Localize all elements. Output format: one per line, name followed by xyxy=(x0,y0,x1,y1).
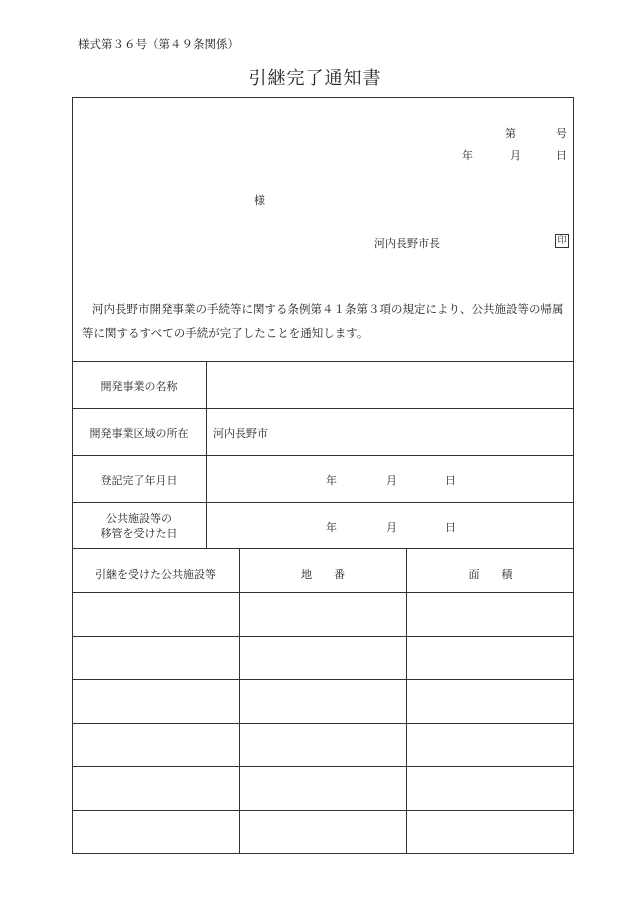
transfer-day: 日 xyxy=(445,521,456,534)
form-number: 様式第３６号（第４９条関係） xyxy=(78,37,239,51)
project-name-field[interactable] xyxy=(207,362,573,408)
label-project-name: 開発事業の名称 xyxy=(100,380,178,393)
table-row[interactable] xyxy=(72,767,574,810)
col-header-lot-number: 地 番 xyxy=(301,568,345,581)
addressee-suffix: 様 xyxy=(254,194,265,207)
registration-year: 年 xyxy=(326,474,337,487)
label-registration-date: 登記完了年月日 xyxy=(100,474,178,487)
date-day: 日 xyxy=(556,149,567,162)
table-row[interactable] xyxy=(72,811,574,853)
table-row[interactable] xyxy=(72,593,574,636)
table-row[interactable] xyxy=(72,680,574,723)
col-header-area: 面 積 xyxy=(468,568,513,581)
number-dai: 第 xyxy=(505,127,516,140)
col-header-facility: 引継を受けた公共施設等 xyxy=(95,568,216,581)
document-title: 引継完了通知書 xyxy=(248,68,382,89)
transfer-year: 年 xyxy=(326,521,337,534)
registration-month: 月 xyxy=(386,474,397,487)
label-transfer-date-line2: 移管を受けた日 xyxy=(100,527,178,540)
issuer-name: 河内長野市長 xyxy=(374,237,440,250)
table-row[interactable] xyxy=(72,724,574,766)
transfer-month: 月 xyxy=(386,521,397,534)
project-location-value[interactable]: 河内長野市 xyxy=(213,427,268,440)
date-month: 月 xyxy=(510,149,521,162)
label-transfer-date xyxy=(72,511,206,541)
date-year: 年 xyxy=(462,149,473,162)
table-row[interactable] xyxy=(72,637,574,679)
registration-day: 日 xyxy=(445,474,456,487)
label-transfer-date-line1: 公共施設等の xyxy=(106,512,172,525)
label-project-location: 開発事業区域の所在 xyxy=(89,427,189,440)
number-go: 号 xyxy=(556,127,567,140)
seal-mark: 印 xyxy=(555,234,569,248)
notice-body-text: 河内長野市開発事業の手続等に関する条例第４１条第３項の規定により、公共施設等の帰属等に関するすべての手続が完了したことを通知します。 xyxy=(82,302,564,340)
